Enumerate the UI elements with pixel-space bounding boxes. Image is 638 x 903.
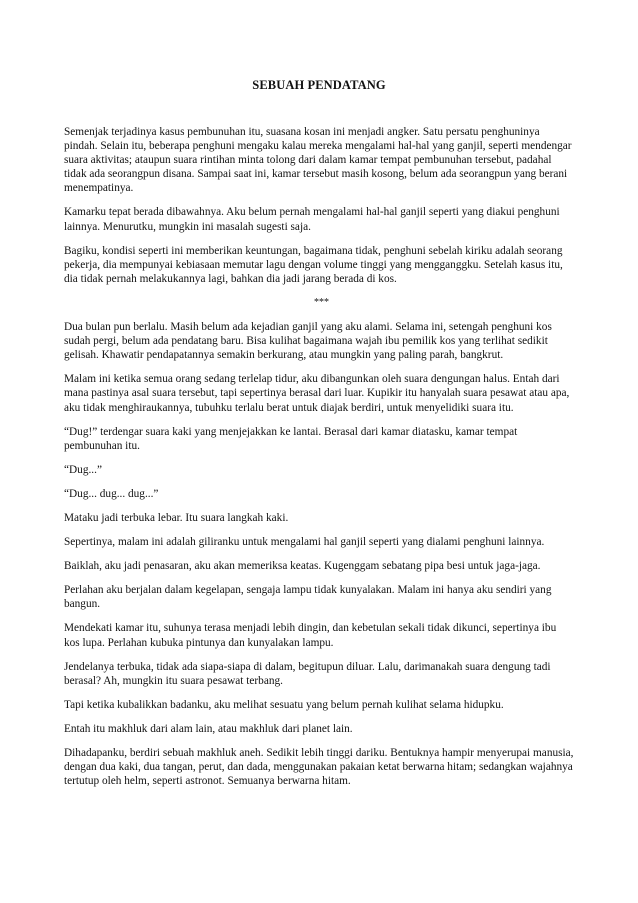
paragraph: Perlahan aku berjalan dalam kegelapan, sengaja lampu tidak kunyalakan. Malam ini hanya aku sendiri yang bangun. [64,584,552,611]
document-body [64,125,574,798]
paragraph: Tapi ketika kubalikkan badanku, aku melihat sesuatu yang belum pernah kulihat selama hidupku. [64,698,504,711]
paragraph: Jendelanya terbuka, tidak ada siapa-siapa di dalam, begitupun diluar. Lalu, darimanakah suara dengung tadi berasal? Ah, mungkin itu suara pesawat terbang. [64,660,551,687]
paragraph: “Dug... dug... dug...” [64,487,159,500]
paragraph: Mendekati kamar itu, suhunya terasa menjadi lebih dingin, dan kebetulan sekali tidak dikunci, sepertinya ibu kos lupa. Perlahan kubuka pintunya dan kunyalakan lampu. [64,622,557,649]
paragraph: “Dug!” terdengar suara kaki yang menjejakkan ke lantai. Berasal dari kamar diatasku, kamar tempat pembunuhan itu. [64,425,518,452]
paragraph: Bagiku, kondisi seperti ini memberikan keuntungan, bagaimana tidak, penghuni sebelah kiriku adalah seorang pekerja, dia mempunyai kebiasaan memutar lagu dengan volume tinggi yang mengganggku. Setelah kasus itu, dia tidak pernah melakukannya lagi, bahkan dia jadi jarang berada di kos. [64,244,563,285]
paragraph: Dihadapanku, berdiri sebuah makhluk aneh. Sedikit lebih tinggi dariku. Bentuknya hampir menyerupai manusia, dengan dua kaki, dua tangan, perut, dan dada, menggunakan pakaian ketat berwarna hitam; sedangkan wajahnya tertutup oleh helm, seperti astronot. Semuanya berwarna hitam. [64,747,574,788]
paragraph: Sepertinya, malam ini adalah giliranku untuk mengalami hal ganjil seperti yang dialami penghuni lainnya. [64,536,545,549]
paragraph: “Dug...” [64,463,102,476]
section-separator: *** [314,296,329,308]
paragraph: Baiklah, aku jadi penasaran, aku akan memeriksa keatas. Kugenggam sebatang pipa besi untuk jaga-jaga. [64,560,541,573]
paragraph: Dua bulan pun berlalu. Masih belum ada kejadian ganjil yang aku alami. Selama ini, setengah penghuni kos sudah pergi, belum ada pendatang baru. Bisa kulihat bagaimana wajah ibu pemilik kos yang terlihat sedikit gelisah. Khawatir pendapatannya semakin berkurang, atau mungkin yang paling parah, bangkrut. [64,321,552,362]
document-title: SEBUAH PENDATANG [252,78,386,92]
paragraph: Mataku jadi terbuka lebar. Itu suara langkah kaki. [64,511,289,524]
paragraph: Kamarku tepat berada dibawahnya. Aku belum pernah mengalami hal-hal ganjil seperti yang diakui penghuni lainnya. Menurutku, mungkin ini masalah sugesti saja. [64,206,560,233]
paragraph: Semenjak terjadinya kasus pembunuhan itu, suasana kosan ini menjadi angker. Satu persatu penghuninya pindah. Selain itu, beberapa penghuni mengaku kalau mereka mengalami hal-hal yang ganjil, seperti mendengar suara aktivitas; ataupun suara rintihan minta tolong dari dalam kamar tempat pembunuhan tersebut, padahal tidak ada seorangpun disana. Sampai saat ini, kamar tersebut masih kosong, belum ada seorangpun yang berani menempatinya. [64,126,572,195]
paragraph: Malam ini ketika semua orang sedang terlelap tidur, aku dibangunkan oleh suara dengungan halus. Entah dari mana pastinya asal suara tersebut, tapi sepertinya berasal dari luar. Kupikir itu hanyalah suara pesawat atau apa, aku tidak menghiraukannya, tubuhku terlalu berat untuk diajak berdiri, untuk menyelidiki suara itu. [64,373,570,414]
paragraph: Entah itu makhluk dari alam lain, atau makhluk dari planet lain. [64,722,353,735]
